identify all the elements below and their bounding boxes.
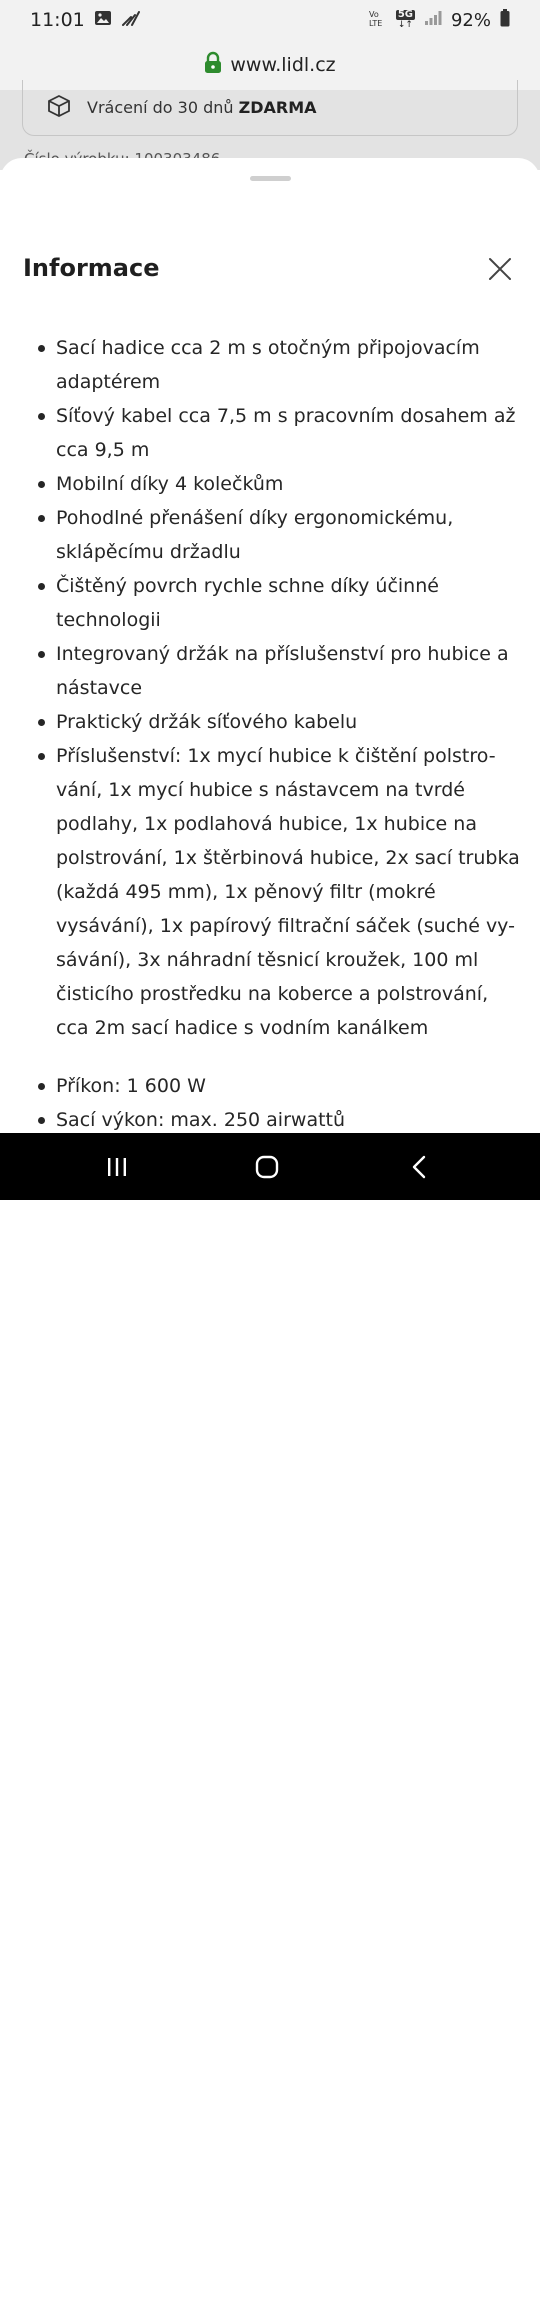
back-icon[interactable] [374, 1133, 464, 1200]
image-icon [94, 10, 112, 31]
clock: 11:01 [30, 9, 85, 31]
recents-icon[interactable] [72, 1133, 162, 1200]
return-policy-free: ZDARMA [238, 98, 317, 117]
volte-icon [369, 8, 387, 33]
battery-icon [500, 9, 510, 32]
watermark-text: @( Bazos.cz [346, 2283, 527, 2316]
return-policy-card [22, 80, 518, 136]
sheet-drag-handle[interactable] [250, 176, 291, 181]
list-item: Čištěný povrch rychle schne díky účinné technologii [56, 569, 522, 637]
information-sheet [0, 158, 540, 1133]
list-item: Příslušenství: 1x mycí hubice k čištění polstro- vání, 1x mycí hubice s nástavcem na tvrdé podlahy, 1x podlahová hubice, 1x hubice na polstrování, 1x štěrbinová hubice, 2x sací trubka (každá 495 mm), 1x pěnový filtr (mokré vysávání), 1x papírový filtrační sáček (suché vy- sávání), 3x náhradní těsnicí kroužek, 100 ml čisticího prostředku na koberce a polstrování, cca 2m sací hadice s vodním kanálkem [56, 739, 522, 1045]
feature-list [56, 331, 522, 1137]
list-item: Sací hadice cca 2 m s otočným připojovacím adaptérem [56, 331, 522, 399]
svg-text:LTE: LTE [368, 18, 383, 28]
battery-percent: 92% [450, 9, 491, 31]
navigation-bar [0, 1133, 540, 2316]
status-bar-left [30, 9, 141, 32]
5g-icon: 5G ↓↑ [397, 9, 413, 30]
list-item: Mobilní díky 4 kolečkům [56, 467, 522, 501]
url-text[interactable]: www.lidl.cz [230, 54, 336, 76]
return-box-icon [45, 93, 73, 123]
status-bar [0, 0, 540, 40]
status-bar-right [369, 8, 510, 33]
list-item: Příkon: 1 600 W [56, 1069, 522, 1103]
sheet-title: Informace [23, 254, 160, 282]
list-item: Praktický držák síťového kabelu [56, 705, 522, 739]
list-item: Pohodlné přenášení díky ergonomickému, sklápěcímu držadlu [56, 501, 522, 569]
list-item: Sací výkon: max. 250 airwattů [56, 1103, 522, 1137]
signal-icon [424, 10, 442, 31]
nfc-icon [121, 9, 141, 32]
svg-text:Vo: Vo [368, 9, 379, 19]
return-policy-text [87, 98, 317, 117]
return-policy-label: Vrácení do 30 dnů [87, 98, 239, 117]
network-type-label: 5G [397, 9, 413, 20]
list-item: Integrovaný držák na příslušenství pro hubice a nástavce [56, 637, 522, 705]
home-icon[interactable] [222, 1133, 312, 1200]
close-icon[interactable] [486, 255, 514, 283]
list-item: Síťový kabel cca 7,5 m s pracovním dosahem až cca 9,5 m [56, 399, 522, 467]
lock-icon [204, 52, 222, 79]
